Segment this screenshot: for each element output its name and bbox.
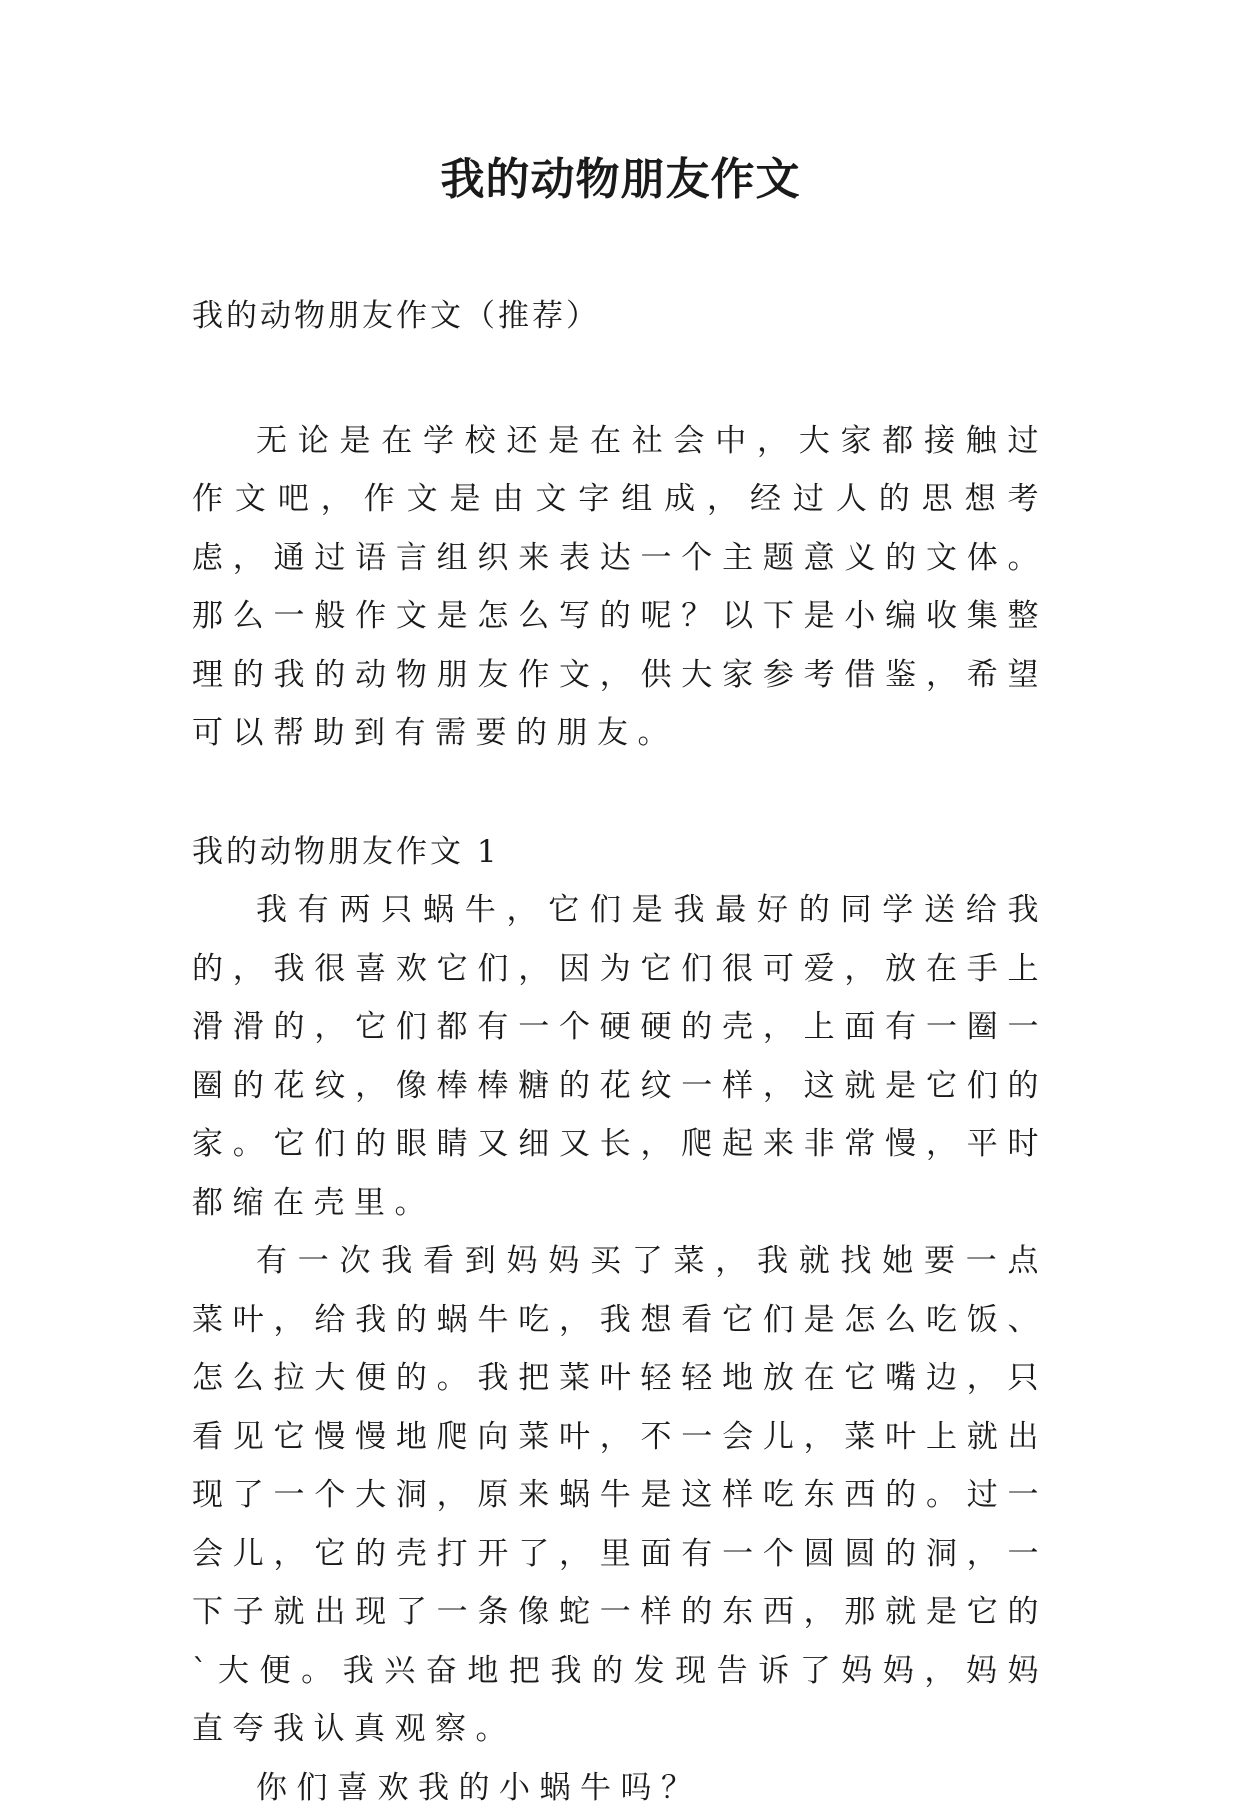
intro-paragraph: 无论是在学校还是在社会中，大家都接触过作文吧，作文是由文字组成，经过人的思想考虑，通过语言组织来表达一个主题意义的文体。那么一般作文是怎么写的呢？以下是小编收集整理的我的动物朋友作文，供大家参考借鉴，希望可以帮助到有需要的朋友。: [192, 412, 1048, 763]
document-title: 我的动物朋友作文: [0, 150, 1241, 210]
body-paragraph: 你们喜欢我的小蜗牛吗？: [192, 1759, 1048, 1817]
body-paragraph: 有一次我看到妈妈买了菜，我就找她要一点菜叶，给我的蜗牛吃，我想看它们是怎么吃饭、怎么拉大便的。我把菜叶轻轻地放在它嘴边，只看见它慢慢地爬向菜叶，不一会儿，菜叶上就出现了一个大洞，原来蜗牛是这样吃东西的。过一会儿，它的壳打开了，里面有一个圆圆的洞，一下子就出现了一条像蛇一样的东西，那就是它的`大便。我兴奋地把我的发现告诉了妈妈，妈妈直夸我认真观察。: [192, 1232, 1048, 1759]
spacer: [192, 346, 1048, 412]
spacer: [192, 763, 1048, 823]
section-heading: 我的动物朋友作文 1: [192, 823, 1048, 882]
document-body: [192, 287, 1048, 1817]
document-subtitle: 我的动物朋友作文（推荐）: [192, 287, 1048, 346]
body-paragraph: 我有两只蜗牛，它们是我最好的同学送给我的，我很喜欢它们，因为它们很可爱，放在手上滑滑的，它们都有一个硬硬的壳，上面有一圈一圈的花纹，像棒棒糖的花纹一样，这就是它们的家。它们的眼睛又细又长，爬起来非常慢，平时都缩在壳里。: [192, 881, 1048, 1232]
